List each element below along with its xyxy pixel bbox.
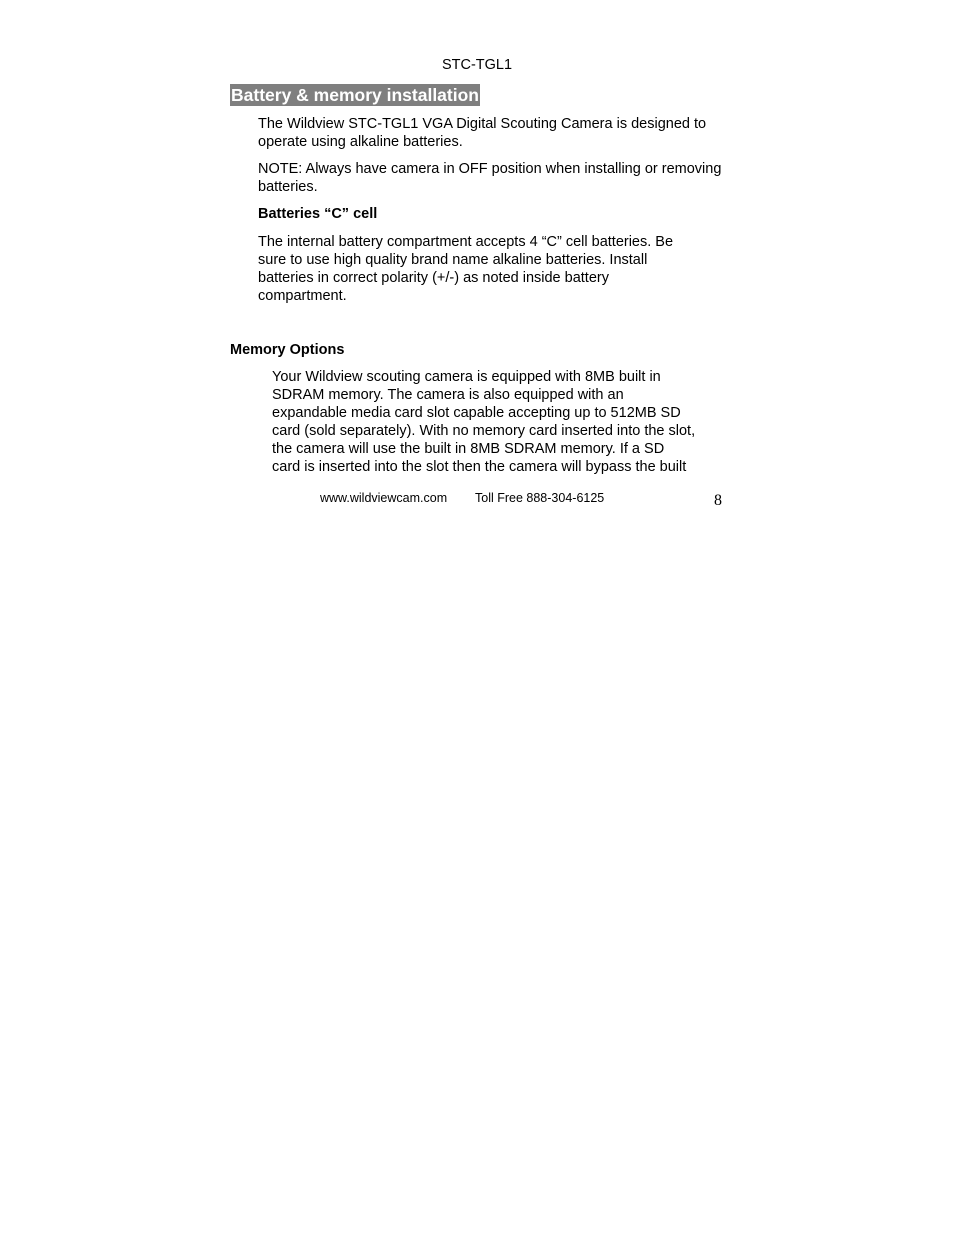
- batteries-line: The internal battery compartment accepts 4 “C” cell batteries. Be: [258, 234, 674, 250]
- batteries-paragraph: [258, 233, 730, 305]
- batteries-heading: Batteries “C” cell: [258, 206, 378, 222]
- batteries-line: batteries in correct polarity (+/-) as noted inside battery: [258, 270, 609, 286]
- note-paragraph: NOTE: Always have camera in OFF position when installing or removing batteries.: [258, 161, 722, 195]
- memory-paragraph: [272, 368, 732, 476]
- memory-heading: Memory Options: [230, 342, 345, 358]
- footer-website: www.wildviewcam.com: [320, 491, 448, 505]
- memory-line: Your Wildview scouting camera is equipped with 8MB built in: [272, 369, 661, 385]
- memory-line: the camera will use the built in 8MB SDRAM memory. If a SD: [272, 441, 665, 457]
- document-header-model: STC-TGL1: [441, 57, 513, 73]
- page-number: 8: [714, 492, 722, 509]
- memory-line: expandable media card slot capable accepting up to 512MB SD: [272, 405, 681, 421]
- intro-paragraph: The Wildview STC-TGL1 VGA Digital Scouting Camera is designed to operate using alkaline batteries.: [258, 116, 707, 150]
- section-title: Battery & memory installation: [231, 85, 479, 105]
- batteries-line: sure to use high quality brand name alkaline batteries. Install: [258, 252, 648, 268]
- memory-line: card is inserted into the slot then the camera will bypass the built: [272, 459, 687, 475]
- memory-line: SDRAM memory. The camera is also equipped with an: [272, 387, 624, 403]
- footer-phone: Toll Free 888-304-6125: [475, 491, 605, 505]
- memory-line: card (sold separately). With no memory card inserted into the slot,: [272, 423, 696, 439]
- batteries-line: compartment.: [258, 288, 347, 304]
